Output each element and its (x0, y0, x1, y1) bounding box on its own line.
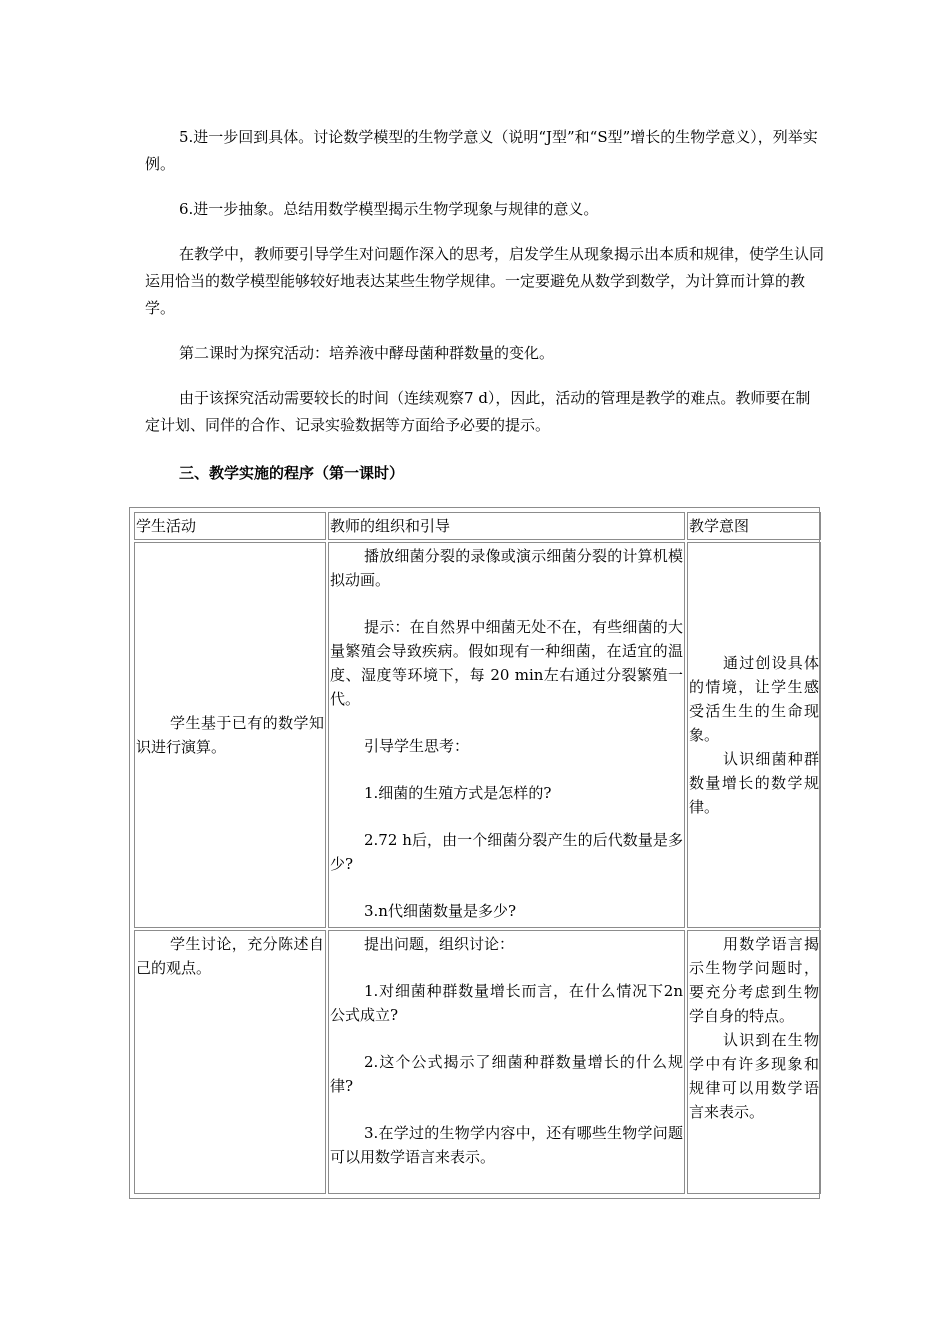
cell-teacher-guidance (328, 542, 685, 928)
paragraph-teaching-note: 在教学中，教师要引导学生对问题作深入的思考，启发学生从现象揭示出本质和规律，使学生认同运用恰当的数学模型能够较好地表达某些生物学规律。一定要避免从数学到数学，为计算而计算的教学。 (145, 245, 825, 317)
cell-student-activity (134, 930, 326, 1194)
teacher-text: 1.细菌的生殖方式是怎样的? (364, 784, 552, 802)
student-activity-text: 学生讨论，充分陈述自己的观点。 (136, 935, 324, 977)
teacher-text: 3.n代细菌数量是多少? (364, 902, 517, 920)
teacher-text: 2.72 h后，由一个细菌分裂产生的后代数量是多少? (330, 831, 683, 873)
cell-student-activity (134, 542, 326, 928)
table-header-row (134, 512, 821, 540)
intent-text: 认识细菌种群数量增长的数学规律。 (689, 750, 819, 816)
table-row (134, 542, 821, 928)
intent-text: 用数学语言揭示生物学问题时，要充分考虑到生物学自身的特点。 (689, 935, 819, 1025)
intent-text: 认识到在生物学中有许多现象和规律可以用数学语言来表示。 (689, 1031, 819, 1121)
procedure-table (129, 507, 820, 1199)
teacher-text: 提出问题，组织讨论： (364, 935, 515, 953)
section-heading: 三、教学实施的程序（第一课时） (179, 464, 405, 482)
teacher-text: 引导学生思考： (364, 737, 470, 755)
teacher-text: 1.对细菌种群数量增长而言，在什么情况下2n 公式成立? (330, 982, 683, 1024)
paragraph-activity-management: 由于该探究活动需要较长的时间（连续观察7 d），因此，活动的管理是教学的难点。教师要在制定计划、同伴的合作、记录实验数据等方面给予必要的提示。 (145, 389, 811, 434)
cell-teaching-intent (687, 930, 821, 1194)
teacher-text: 3.在学过的生物学内容中，还有哪些生物学问题可以用数学语言来表示。 (330, 1124, 683, 1166)
teacher-text: 播放细菌分裂的录像或演示细菌分裂的计算机模拟动画。 (330, 547, 683, 589)
cell-teaching-intent (687, 542, 821, 928)
teacher-text: 提示：在自然界中细菌无处不在，有些细菌的大量繁殖会导致疾病。假如现有一种细菌，在适宜的温度、湿度等环境下，每 20 min左右通过分裂繁殖一代。 (330, 618, 683, 708)
teacher-text: 2.这个公式揭示了细菌种群数量增长的什么规律? (330, 1053, 683, 1095)
header-teacher-guidance: 教师的组织和引导 (328, 512, 685, 540)
cell-teacher-guidance (328, 930, 685, 1194)
student-activity-text: 学生基于已有的数学知识进行演算。 (136, 714, 324, 756)
header-student-activity: 学生活动 (134, 512, 326, 540)
paragraph-step-6: 6.进一步抽象。总结用数学模型揭示生物学现象与规律的意义。 (179, 200, 599, 218)
header-teaching-intent: 教学意图 (687, 512, 821, 540)
paragraph-step-5: 5.进一步回到具体。讨论数学模型的生物学意义（说明“J型”和“S型”增长的生物学意义），列举实例。 (145, 128, 818, 173)
paragraph-second-lesson: 第二课时为探究活动：培养液中酵母菌种群数量的变化。 (179, 344, 555, 362)
intent-text: 通过创设具体的情境，让学生感受活生生的生命现象。 (689, 654, 819, 744)
table-row (134, 930, 821, 1194)
